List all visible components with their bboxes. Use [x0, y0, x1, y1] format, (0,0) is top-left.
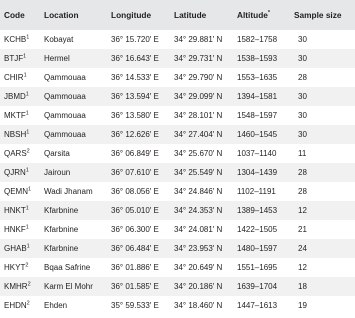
cell-code	[0, 220, 40, 239]
site-code-footnote: 1	[28, 186, 32, 193]
cell-sample-size: 19	[298, 301, 307, 310]
site-code: MKTF	[4, 111, 26, 120]
cell-altitude: 1394–1581	[237, 92, 278, 101]
table-row	[0, 296, 355, 315]
cell-code	[0, 277, 40, 296]
site-code: EHDN	[4, 301, 27, 310]
table-row	[0, 68, 355, 87]
cell-longitude: 36° 08.056′ E	[111, 187, 159, 196]
cell-sample-size: 18	[298, 282, 307, 291]
site-code-footnote: 1	[23, 53, 27, 60]
cell-sample-size: 30	[298, 130, 307, 139]
site-code: KCHB	[4, 35, 27, 44]
cell-code	[0, 49, 40, 68]
cell-altitude: 1102–1191	[237, 187, 276, 196]
site-code: JBMD	[4, 92, 26, 101]
table-row	[0, 258, 355, 277]
cell-latitude: 34° 18.460′ N	[174, 301, 223, 310]
cell-altitude: 1551–1695	[237, 263, 278, 272]
cell-longitude: 36° 16.643′ E	[111, 54, 159, 63]
cell-latitude: 34° 24.846′ N	[174, 187, 223, 196]
cell-location: Kfarbnine	[44, 206, 79, 215]
site-code: HKYT	[4, 263, 26, 272]
site-code-footnote: 1	[26, 129, 30, 136]
cell-sample-size: 30	[298, 54, 307, 63]
cell-longitude: 35° 59.533′ E	[111, 301, 159, 310]
cell-longitude: 36° 06.849′ E	[111, 149, 159, 158]
cell-sample-size: 28	[298, 168, 307, 177]
cell-longitude: 36° 13.580′ E	[111, 111, 159, 120]
site-code-footnote: 2	[26, 148, 30, 155]
cell-location: Qarsita	[44, 149, 70, 158]
cell-location: Hermel	[44, 54, 70, 63]
header-altitude-footnote-mark: *	[267, 10, 271, 17]
cell-sample-size: 11	[298, 149, 307, 158]
table-row	[0, 125, 355, 144]
header-code: Code	[4, 10, 25, 20]
site-code-footnote: 1	[25, 224, 29, 231]
cell-sample-size: 30	[298, 92, 307, 101]
cell-longitude: 36° 06.300′ E	[111, 225, 159, 234]
site-code: QEMN	[4, 187, 28, 196]
cell-code	[0, 68, 40, 87]
cell-location: Qammouaa	[44, 73, 86, 82]
table-row	[0, 201, 355, 220]
cell-altitude: 1548–1597	[237, 111, 278, 120]
cell-altitude: 1447–1613	[237, 301, 278, 310]
cell-latitude: 34° 29.731′ N	[174, 54, 223, 63]
cell-altitude: 1422–1505	[237, 225, 278, 234]
cell-altitude: 1639–1704	[237, 282, 278, 291]
cell-code	[0, 106, 40, 125]
cell-altitude: 1304–1439	[237, 168, 278, 177]
cell-code	[0, 239, 40, 258]
cell-latitude: 34° 20.186′ N	[174, 282, 223, 291]
cell-location: Kfarbnine	[44, 244, 79, 253]
cell-location: Qammouaa	[44, 111, 86, 120]
cell-longitude: 36° 05.010′ E	[111, 206, 159, 215]
table-body	[0, 30, 355, 315]
cell-longitude: 36° 15.720′ E	[111, 35, 159, 44]
cell-code	[0, 182, 40, 201]
cell-sample-size: 21	[298, 225, 307, 234]
cell-code	[0, 144, 40, 163]
cell-code	[0, 163, 40, 182]
cell-altitude: 1460–1545	[237, 130, 278, 139]
site-code: QARS	[4, 149, 27, 158]
site-code: CHIR	[4, 73, 24, 82]
site-code: KMHR	[4, 282, 28, 291]
header-sample-size: Sample size	[294, 10, 342, 20]
cell-altitude: 1037–1140	[237, 149, 277, 158]
cell-location: Kfarbnine	[44, 225, 79, 234]
cell-location: Qammouaa	[44, 92, 86, 101]
cell-altitude: 1582–1758	[237, 35, 278, 44]
cell-code	[0, 258, 40, 277]
table-row	[0, 106, 355, 125]
cell-sample-size: 30	[298, 35, 307, 44]
cell-altitude: 1538–1593	[237, 54, 278, 63]
cell-longitude: 36° 14.533′ E	[111, 73, 159, 82]
table-row	[0, 49, 355, 68]
header-longitude: Longitude	[111, 10, 152, 20]
cell-code	[0, 125, 40, 144]
site-code: QJRN	[4, 168, 26, 177]
cell-sample-size: 28	[298, 187, 307, 196]
site-code-footnote: 1	[26, 243, 30, 250]
header-altitude-label: Altitude	[237, 10, 268, 20]
site-code-footnote: 2	[27, 281, 31, 288]
site-code-footnote: 1	[25, 167, 29, 174]
site-code: GHAB	[4, 244, 27, 253]
cell-longitude: 36° 07.610′ E	[111, 168, 159, 177]
cell-sample-size: 12	[298, 263, 307, 272]
cell-code	[0, 201, 40, 220]
table-header	[0, 0, 355, 30]
site-code-footnote: 1	[26, 34, 30, 41]
site-code: BTJF	[4, 54, 24, 63]
cell-sample-size: 24	[298, 244, 307, 253]
cell-latitude: 34° 27.404′ N	[174, 130, 223, 139]
site-code: NBSH	[4, 130, 27, 139]
header-location: Location	[44, 10, 79, 20]
cell-sample-size: 30	[298, 111, 307, 120]
cell-sample-size: 12	[298, 206, 307, 215]
cell-longitude: 36° 12.626′ E	[111, 130, 159, 139]
cell-location: Qammouaa	[44, 130, 86, 139]
cell-code	[0, 30, 40, 49]
table-row	[0, 163, 355, 182]
header-altitude	[233, 0, 291, 30]
site-code-footnote: 2	[25, 262, 29, 269]
cell-location: Ehden	[44, 301, 68, 310]
cell-latitude: 34° 29.790′ N	[174, 73, 223, 82]
cell-longitude: 36° 01.886′ E	[111, 263, 159, 272]
cell-latitude: 34° 20.649′ N	[174, 263, 223, 272]
cell-location: Jairoun	[44, 168, 71, 177]
cell-latitude: 34° 24.081′ N	[174, 225, 223, 234]
cell-latitude: 34° 24.353′ N	[174, 206, 223, 215]
table-row	[0, 144, 355, 163]
header-latitude: Latitude	[174, 10, 207, 20]
header-row	[0, 0, 355, 30]
cell-altitude: 1480–1597	[237, 244, 278, 253]
cell-location: Kobayat	[44, 35, 74, 44]
cell-latitude: 34° 23.953′ N	[174, 244, 223, 253]
cell-longitude: 36° 01.585′ E	[111, 282, 159, 291]
table-row	[0, 182, 355, 201]
site-code-footnote: 1	[23, 72, 27, 79]
cell-longitude: 36° 13.594′ E	[111, 92, 159, 101]
cell-latitude: 34° 28.101′ N	[174, 111, 223, 120]
cell-code	[0, 87, 40, 106]
cell-code	[0, 296, 40, 315]
site-code: HNKT	[4, 206, 26, 215]
cell-longitude: 36° 06.484′ E	[111, 244, 159, 253]
cell-altitude: 1553–1635	[237, 73, 278, 82]
site-code-footnote: 2	[26, 300, 30, 307]
cell-location: Karm El Mohr	[44, 282, 93, 291]
site-code-footnote: 1	[25, 205, 29, 212]
site-code: HNKF	[4, 225, 26, 234]
cell-altitude: 1389–1453	[237, 206, 278, 215]
cell-location: Wadi Jhanam	[44, 187, 93, 196]
table-row	[0, 277, 355, 296]
cell-latitude: 34° 29.881′ N	[174, 35, 223, 44]
table-row	[0, 87, 355, 106]
table-row	[0, 239, 355, 258]
cell-location: Bqaa Safrine	[44, 263, 91, 272]
site-code-footnote: 1	[25, 110, 29, 117]
cell-latitude: 34° 25.549′ N	[174, 168, 223, 177]
cell-latitude: 34° 29.099′ N	[174, 92, 223, 101]
table-row	[0, 220, 355, 239]
table-row	[0, 30, 355, 49]
site-code-footnote: 1	[25, 91, 29, 98]
cell-latitude: 34° 25.670′ N	[174, 149, 223, 158]
cell-sample-size: 28	[298, 73, 307, 82]
